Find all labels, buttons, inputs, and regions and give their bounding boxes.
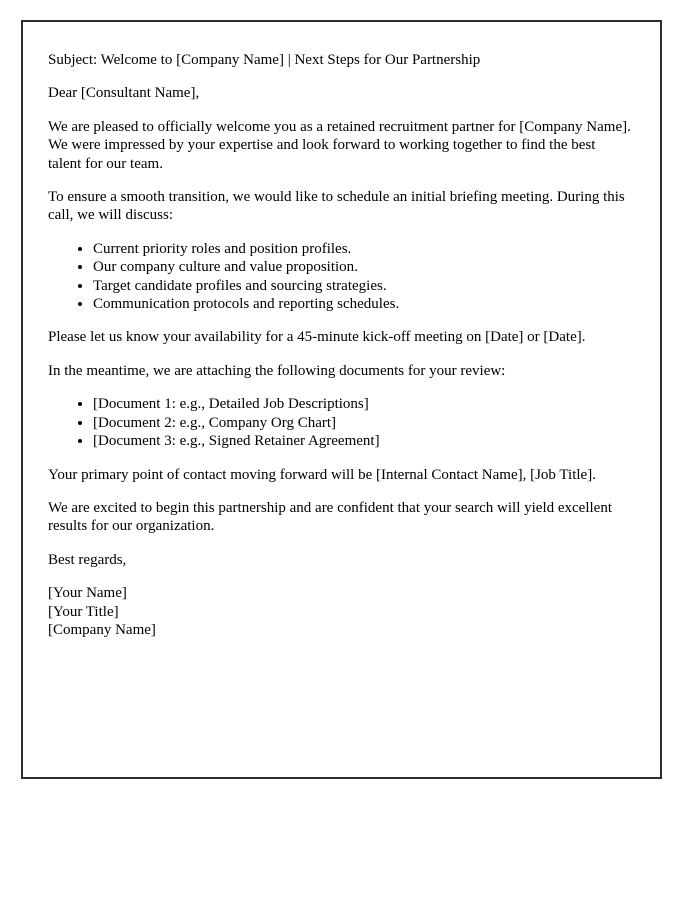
attachments-list: [48, 395, 632, 450]
signature-company: [Company Name]: [48, 621, 156, 638]
list-item: • [Document 1: e.g., Detailed Job Descriptions]: [93, 395, 632, 413]
letter-document: [21, 20, 662, 779]
list-item: • [Document 3: e.g., Signed Retainer Agreement]: [93, 432, 632, 450]
list-item: • Communication protocols and reporting schedules.: [93, 295, 632, 313]
signature-title: [Your Title]: [48, 603, 119, 620]
discussion-points-list: [48, 240, 632, 314]
closing-paragraph: We are excited to begin this partnership and are confident that your search will yield excellent results for our organization.: [48, 499, 612, 535]
list-item: • Current priority roles and position profiles.: [93, 240, 632, 258]
list-item: • Our company culture and value proposition.: [93, 258, 632, 276]
contact-paragraph: Your primary point of contact moving forward will be [Internal Contact Name], [Job Title].: [48, 466, 596, 483]
list-item: • Target candidate profiles and sourcing strategies.: [93, 277, 632, 295]
attachments-intro-paragraph: In the meantime, we are attaching the following documents for your review:: [48, 362, 506, 379]
signature-name: [Your Name]: [48, 585, 127, 602]
signature-block: [48, 584, 632, 639]
intro-paragraph: We are pleased to officially welcome you as a retained recruitment partner for [Company Name]. We were impressed by your expertise and look forward to working together to find the best talent for our team.: [48, 118, 631, 172]
signoff: Best regards,: [48, 551, 127, 568]
salutation: Dear [Consultant Name],: [48, 85, 200, 102]
meeting-intro-paragraph: To ensure a smooth transition, we would like to schedule an initial briefing meeting. During this call, we will discuss:: [48, 189, 625, 224]
availability-paragraph: Please let us know your availability for a 45-minute kick-off meeting on [Date] or [Date].: [48, 329, 586, 346]
subject-line: Subject: Welcome to [Company Name] | Next Steps for Our Partnership: [48, 52, 481, 68]
list-item: • [Document 2: e.g., Company Org Chart]: [93, 414, 632, 432]
